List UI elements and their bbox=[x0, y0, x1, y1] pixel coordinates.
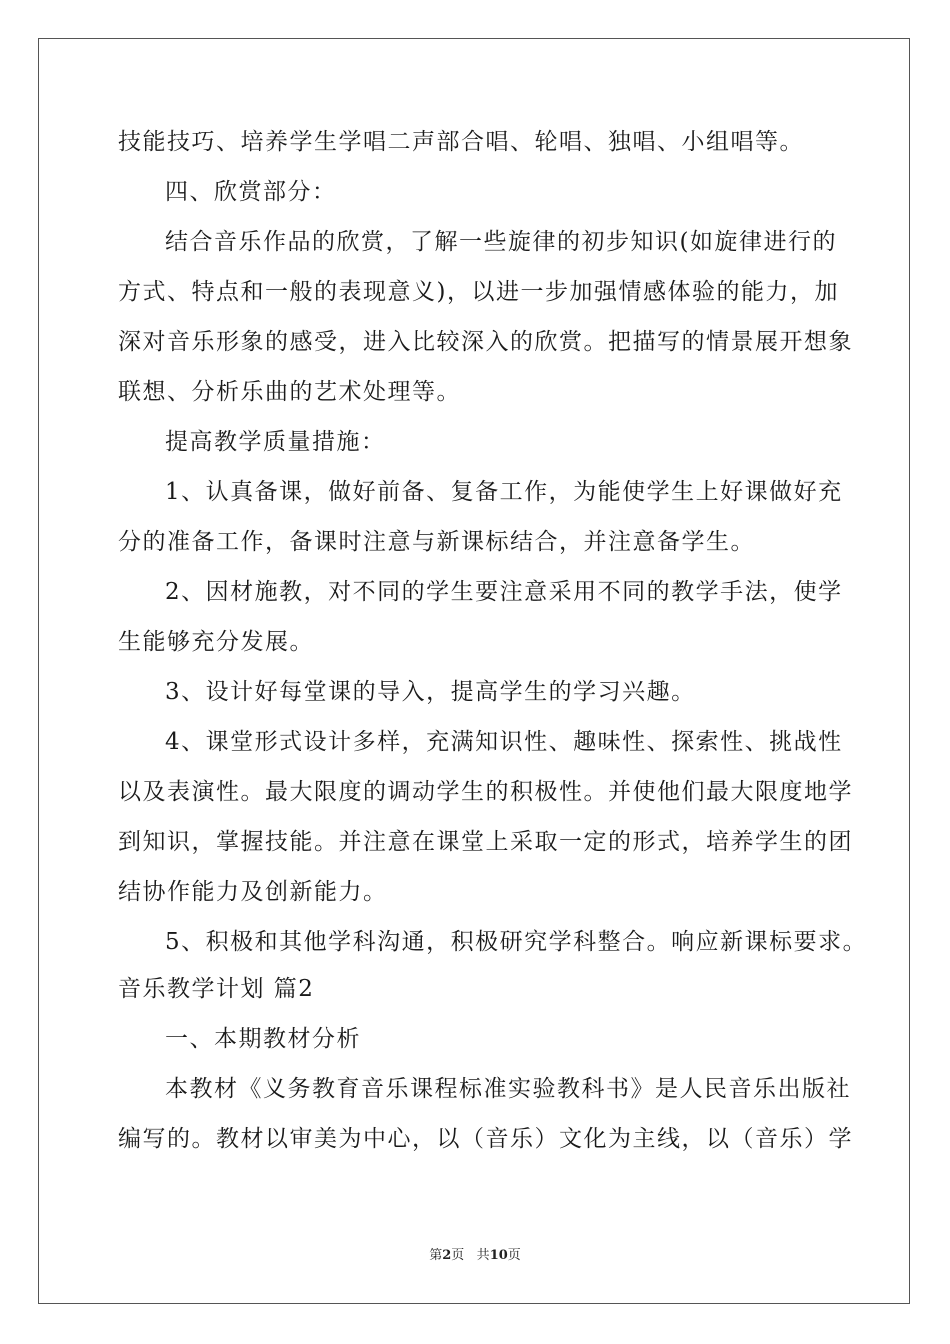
section-heading: 一、本期教材分析 bbox=[165, 1026, 361, 1052]
total-prefix: 共 bbox=[476, 1248, 490, 1263]
text-line: 结协作能力及创新能力。 bbox=[118, 879, 388, 905]
text-line: 编写的。教材以审美为中心，以（音乐）文化为主线，以（音乐）学 bbox=[118, 1126, 853, 1152]
page-number: 2 bbox=[442, 1248, 452, 1263]
text-line: 技能技巧、培养学生学唱二声部合唱、轮唱、独唱、小组唱等。 bbox=[118, 129, 804, 155]
text-line: 到知识，掌握技能。并注意在课堂上采取一定的形式，培养学生的团 bbox=[118, 829, 853, 855]
text-line: 结合音乐作品的欣赏，了解一些旋律的初步知识(如旋律进行的 bbox=[165, 229, 837, 255]
page-suffix: 页 bbox=[451, 1248, 465, 1263]
text-line: 生能够充分发展。 bbox=[118, 629, 314, 655]
text-line: 1、认真备课，做好前备、复备工作，为能使学生上好课做好充 bbox=[165, 479, 843, 505]
section-heading: 提高教学质量措施： bbox=[165, 429, 386, 455]
page-prefix: 第 bbox=[429, 1248, 443, 1263]
document-subtitle: 音乐教学计划 篇2 bbox=[118, 976, 315, 1002]
total-suffix: 页 bbox=[507, 1248, 521, 1263]
text-line: 以及表演性。最大限度的调动学生的积极性。并使他们最大限度地学 bbox=[118, 779, 853, 805]
section-heading: 四、欣赏部分： bbox=[165, 179, 337, 205]
text-line: 联想、分析乐曲的艺术处理等。 bbox=[118, 379, 461, 405]
text-line: 本教材《义务教育音乐课程标准实验教科书》是人民音乐出版社 bbox=[165, 1076, 851, 1102]
text-line: 分的准备工作，备课时注意与新课标结合，并注意备学生。 bbox=[118, 529, 755, 555]
text-line: 方式、特点和一般的表现意义)，以进一步加强情感体验的能力，加 bbox=[118, 279, 839, 305]
text-line: 4、课堂形式设计多样，充满知识性、趣味性、探索性、挑战性 bbox=[165, 729, 843, 755]
text-line: 2、因材施教，对不同的学生要注意采用不同的教学手法，使学 bbox=[165, 579, 843, 605]
total-pages: 10 bbox=[489, 1248, 508, 1263]
page-footer bbox=[0, 1244, 950, 1263]
text-line: 5、积极和其他学科沟通，积极研究学科整合。响应新课标要求。 bbox=[165, 929, 868, 955]
text-line: 深对音乐形象的感受，进入比较深入的欣赏。把描写的情景展开想象 bbox=[118, 329, 853, 355]
text-line: 3、设计好每堂课的导入，提高学生的学习兴趣。 bbox=[165, 679, 696, 705]
